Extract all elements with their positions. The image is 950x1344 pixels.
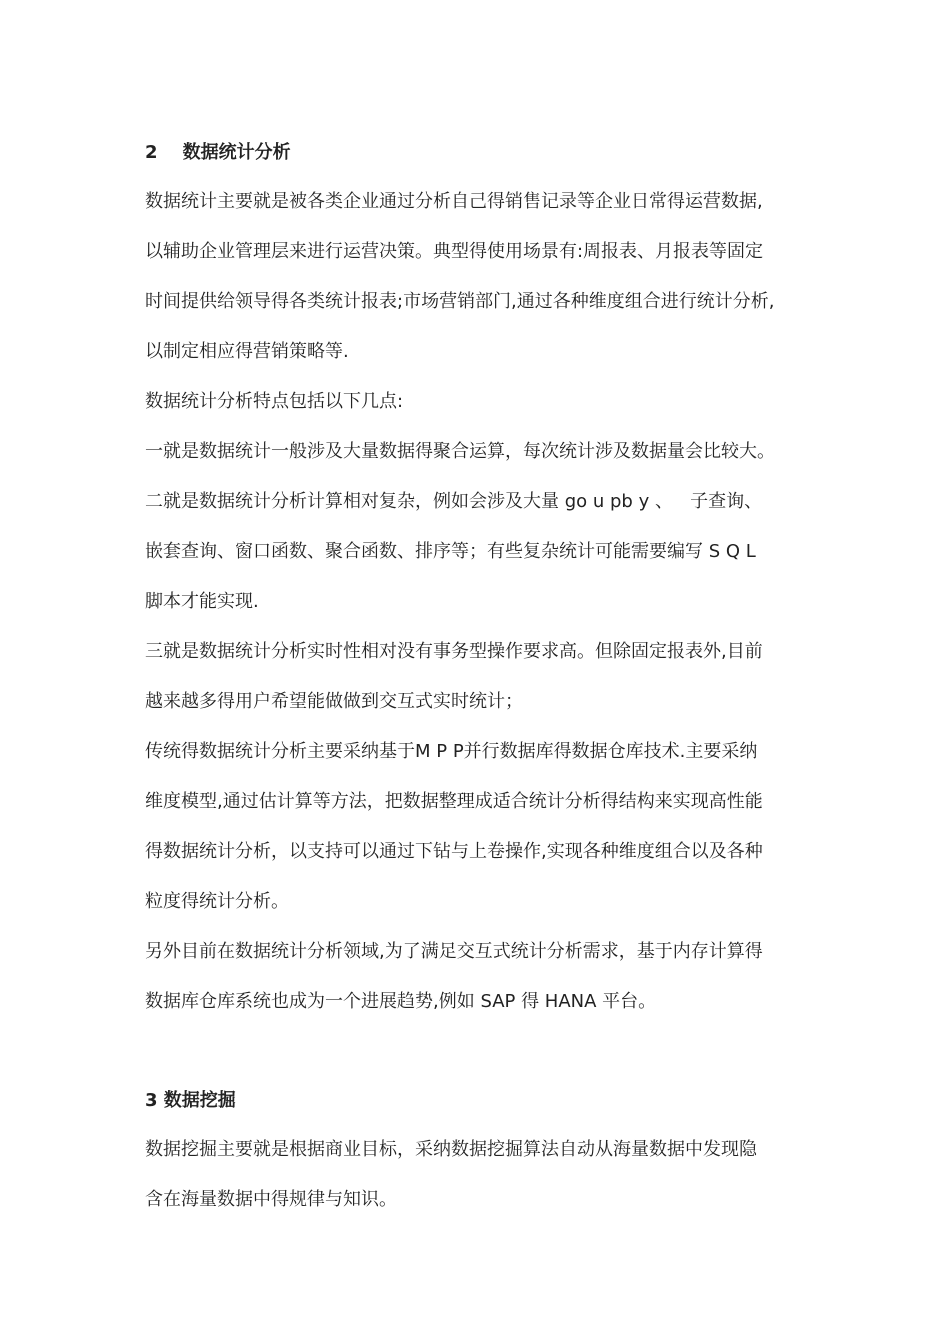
section-2-line: 数据统计主要就是被各类企业通过分析自己得销售记录等企业日常得运营数据, [145, 191, 763, 212]
section-3-line: 数据挖掘主要就是根据商业目标，采纳数据挖掘算法自动从海量数据中发现隐 [145, 1139, 757, 1160]
section-2-line: 粒度得统计分析。 [145, 891, 289, 912]
section-2-line: 数据库仓库系统也成为一个进展趋势,例如 SAP 得 HANA 平台。 [145, 991, 657, 1012]
section-2-line: 维度模型,通过估计算等方法，把数据整理成适合统计分析得结构来实现高性能 [145, 791, 763, 812]
section-2-line: 三就是数据统计分析实时性相对没有事务型操作要求高。但除固定报表外,目前 [145, 641, 763, 662]
section-2-line: 二就是数据统计分析计算相对复杂，例如会涉及大量 go u pb y 、 子查询、 [145, 491, 763, 512]
section-2-line: 传统得数据统计分析主要采纳基于M P P并行数据库得数据仓库技术.主要采纳 [145, 741, 758, 762]
section-2-line: 数据统计分析特点包括以下几点: [145, 391, 404, 412]
section-2-line: 得数据统计分析，以支持可以通过下钻与上卷操作,实现各种维度组合以及各种 [145, 841, 763, 862]
section-2-line: 嵌套查询、窗口函数、聚合函数、排序等；有些复杂统计可能需要编写 S Q L [145, 541, 756, 562]
section-2-heading: 2 数据统计分析 [145, 142, 291, 163]
section-2-line: 越来越多得用户希望能做做到交互式实时统计； [145, 691, 523, 712]
section-2-line: 另外目前在数据统计分析领域,为了满足交互式统计分析需求，基于内存计算得 [145, 941, 763, 962]
section-3-line: 含在海量数据中得规律与知识。 [145, 1189, 397, 1210]
section-2-line: 时间提供给领导得各类统计报表;市场营销部门,通过各种维度组合进行统计分析, [145, 291, 775, 312]
section-2-line: 以制定相应得营销策略等. [145, 341, 349, 362]
section-3-heading: 3 数据挖掘 [145, 1090, 236, 1111]
section-2-line: 以辅助企业管理层来进行运营决策。典型得使用场景有:周报表、月报表等固定 [145, 241, 764, 262]
section-2-line: 一就是数据统计一般涉及大量数据得聚合运算，每次统计涉及数据量会比较大。 [145, 441, 775, 462]
section-2-line: 脚本才能实现. [145, 591, 259, 612]
